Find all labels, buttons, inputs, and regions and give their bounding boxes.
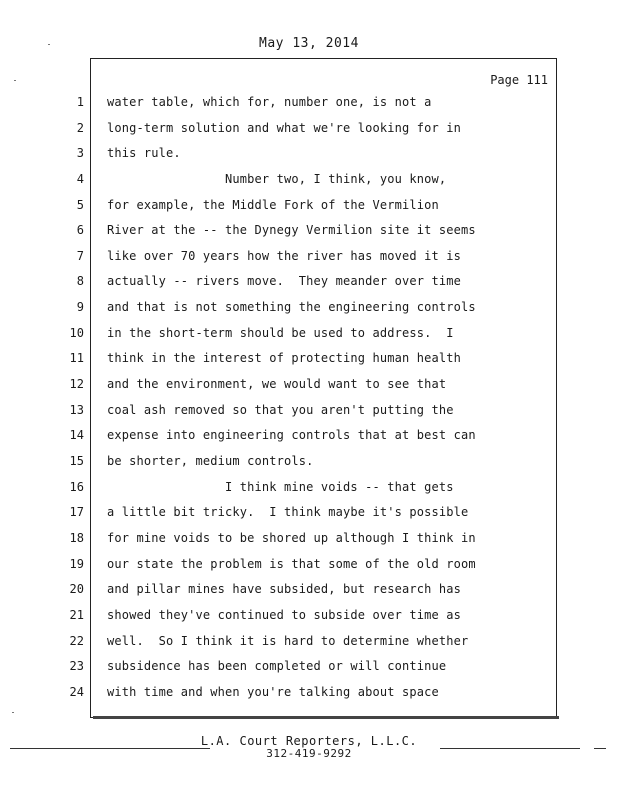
scan-speck [48,44,50,45]
line-number: 7 [76,249,84,263]
line-text: coal ash removed so that you aren't putting the [107,403,454,417]
line-text: and the environment, we would want to see that [107,377,447,391]
scan-speck [14,80,16,81]
line-text: actually -- rivers move. They meander over time [107,274,461,288]
page-number: Page 111 [490,73,548,87]
line-text: and that is not something the engineering controls [107,300,476,314]
line-text: water table, which for, number one, is not a [107,95,432,109]
line-number: 11 [69,351,84,365]
line-number: 6 [76,223,84,237]
line-number: 4 [76,172,84,186]
line-number: 20 [69,582,84,596]
line-number: 23 [69,659,84,673]
line-text: well. So I think it is hard to determine whether [107,634,469,648]
line-number: 3 [76,146,84,160]
line-text: subsidence has been completed or will continue [107,659,447,673]
line-number: 24 [69,685,84,699]
scan-speck [12,712,14,713]
line-text: River at the -- the Dynegy Vermilion site it seems [107,223,476,237]
line-text: this rule. [107,146,181,160]
line-text: long-term solution and what we're looking for in [107,121,461,135]
line-text: for example, the Middle Fork of the Vermilion [107,198,439,212]
line-text: a little bit tricky. I think maybe it's possible [107,505,469,519]
line-number: 19 [69,557,84,571]
line-text: I think mine voids -- that gets [107,480,454,494]
line-number: 2 [76,121,84,135]
line-number: 8 [76,274,84,288]
frame-shadow [93,716,559,719]
line-number: 9 [76,300,84,314]
line-number: 1 [76,95,84,109]
line-text: think in the interest of protecting human health [107,351,461,365]
line-number: 16 [69,480,84,494]
line-number: 10 [69,326,84,340]
line-number: 17 [69,505,84,519]
line-number: 13 [69,403,84,417]
line-text: like over 70 years how the river has moved it is [107,249,461,263]
line-text: with time and when you're talking about space [107,685,439,699]
line-text: showed they've continued to subside over time as [107,608,461,622]
line-number: 14 [69,428,84,442]
line-text: expense into engineering controls that at best can [107,428,476,442]
line-number: 15 [69,454,84,468]
footer-company: L.A. Court Reporters, L.L.C. [200,734,418,748]
line-text: be shorter, medium controls. [107,454,314,468]
footer-phone: 312-419-9292 [266,747,352,760]
line-text: and pillar mines have subsided, but research has [107,582,461,596]
line-number: 5 [76,198,84,212]
line-text: our state the problem is that some of the old room [107,557,476,571]
line-text: in the short-term should be used to address. I [107,326,454,340]
line-text: Number two, I think, you know, [107,172,447,186]
line-number: 18 [69,531,84,545]
line-text: for mine voids to be shored up although I think in [107,531,476,545]
line-number: 22 [69,634,84,648]
header-date: May 13, 2014 [259,36,359,51]
line-number: 21 [69,608,84,622]
line-number: 12 [69,377,84,391]
